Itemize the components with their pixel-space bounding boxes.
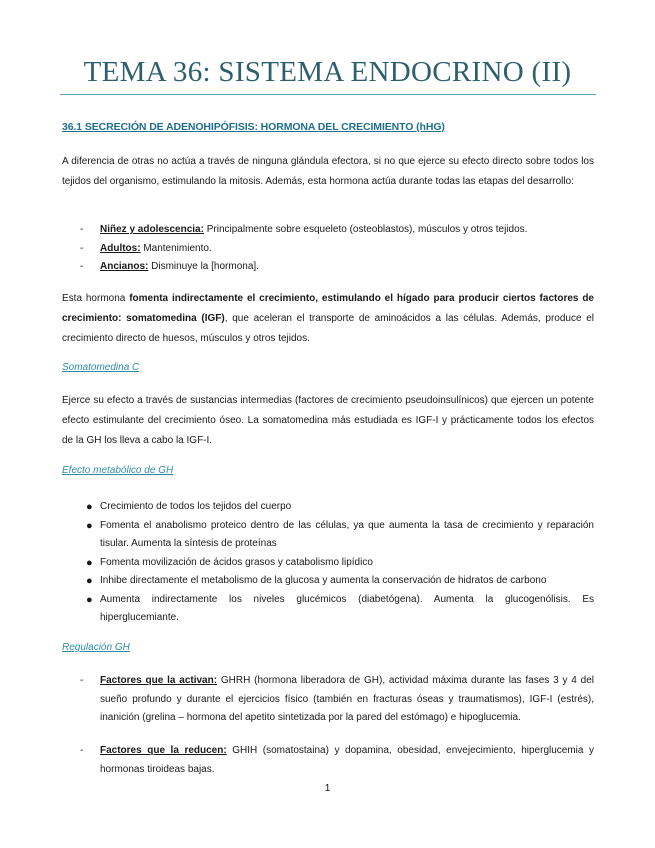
item-text: Mantenimiento. (140, 242, 212, 254)
list-item (62, 591, 594, 628)
dash-bullet: - (80, 224, 84, 235)
item-text: GHRH (hormona liberadora de GH), actividad máxima durante las fases 3 y 4 del sueño profundo y durante el ejercicios físico (también en fracturas óseas y traumatismos), IGF-I (estrés), inanición (grelina – hormona del apetito sintetizada por la pared del estómago) e hipoglucemia. (100, 675, 594, 723)
list-item (62, 672, 594, 728)
dash-bullet: - (80, 675, 84, 686)
list-item (62, 258, 594, 277)
para-post: , que aceleran el transporte de aminoácidos a las células. Además, produce el crecimiento directo de huesos, músculos y otros tejidos. (62, 313, 594, 344)
somatomedina-paragraph: Ejerce su efecto a través de sustancias intermedias (factores de crecimiento pseudoinsulínicos) que ejercen un potente efecto estimulante del crecimiento óseo. La somatomedina más estudiada es IGF-I y prácticamente todos los efectos de la GH los lleva a cabo la IGF-I. (62, 395, 594, 446)
list-item (62, 572, 594, 591)
bullet-dot: ● (86, 501, 93, 513)
list-item (62, 742, 594, 779)
list-item (62, 221, 594, 240)
item-text: Inhibe directamente el metabolismo de la glucosa y aumenta la conservación de hidratos de carbono (100, 575, 547, 586)
list-item (62, 240, 594, 259)
title-divider (60, 94, 596, 95)
item-label: Factores que la activan: (100, 675, 218, 686)
metabolic-list (62, 498, 594, 628)
item-text: Fomenta el anabolismo proteico dentro de las células, ya que aumenta la tasa de crecimiento y reparación tisular. Aumenta la síntesis de proteínas (100, 519, 594, 549)
para-bold: fomenta indirectamente el crecimiento, estimulando el hígado para producir ciertos factores de crecimiento: somatomedina (IGF) (62, 293, 594, 324)
list-item (62, 498, 594, 517)
somatomedina-heading: Somatomedina C (62, 362, 140, 373)
item-text: GHIH (somatostaina) y dopamina, obesidad, envejecimiento, hiperglucemia y hormonas tiroideas bajas. (100, 745, 595, 775)
section-heading: 36.1 SECRECIÓN DE ADENOHIPÓFISIS: HORMONA DEL CRECIMIENTO (hHG) (62, 121, 445, 133)
bullet-dot: ● (86, 593, 93, 606)
page-number: 1 (324, 782, 331, 794)
item-text: Aumenta indirectamente los niveles glucémicos (diabetógena). Aumenta la glucogenólisis. Es hiperglucemiante. (100, 593, 594, 623)
growth-paragraph (62, 289, 594, 349)
list-item (62, 554, 594, 573)
item-label: Niñez y adolescencia: (100, 224, 204, 235)
intro-paragraph: A diferencia de otras no actúa a través de ninguna glándula efectora, si no que ejerce su efecto directo sobre todos los tejidos del organismo, estimulando la mitosis. Además, esta hormona actúa durante todas las etapas del desarrollo: (62, 156, 594, 187)
metabolic-heading: Efecto metabólico de GH (62, 465, 174, 476)
bullet-dot: ● (86, 556, 93, 569)
item-text: Disminuye la [hormona]. (148, 261, 259, 272)
dash-bullet: - (80, 261, 84, 272)
list-item (62, 517, 594, 554)
regulation-activators-list (62, 672, 594, 728)
bullet-dot: ● (86, 519, 93, 532)
item-text: Principalmente sobre esqueleto (osteoblastos), músculos y otros tejidos. (203, 224, 528, 235)
regulation-heading: Regulación GH (62, 642, 130, 653)
dash-bullet: - (80, 242, 84, 254)
item-text: Fomenta movilización de ácidos grasos y catabolismo lipídico (100, 556, 373, 568)
item-label: Adultos: (100, 242, 141, 254)
page-title: TEMA 36: SISTEMA ENDOCRINO (II) (83, 56, 572, 88)
stages-list (62, 221, 594, 277)
bullet-dot: ● (86, 575, 93, 587)
item-text: Crecimiento de todos los tejidos del cuerpo (100, 501, 292, 512)
regulation-reducers-list (62, 742, 594, 779)
item-label: Factores que la reducen: (100, 745, 227, 756)
para-pre: Esta hormona (62, 293, 130, 304)
dash-bullet: - (80, 745, 84, 756)
item-label: Ancianos: (100, 261, 149, 272)
